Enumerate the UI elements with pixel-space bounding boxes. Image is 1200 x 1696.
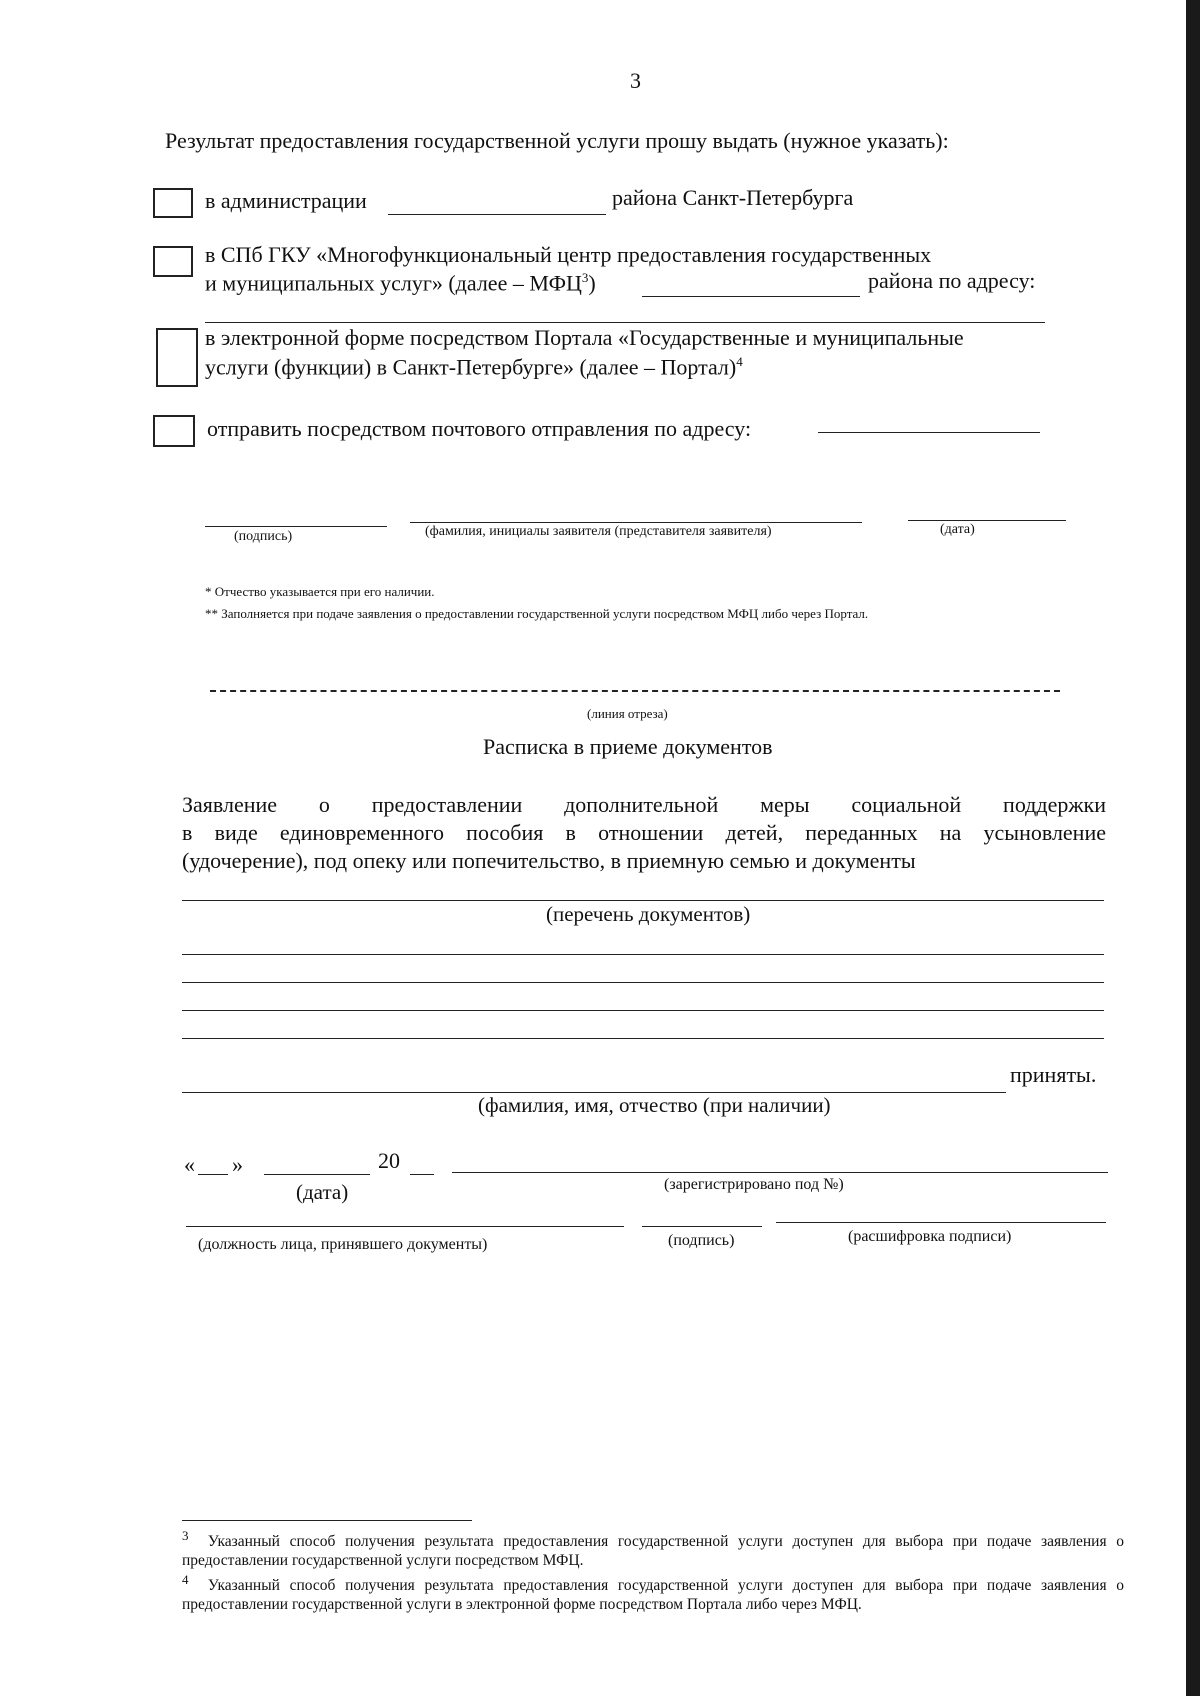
- receipt-paragraph-line2: в виде единовременного пособия в отношении детей, переданных на усыновление: [182, 820, 1106, 845]
- option-mfc-checkbox[interactable]: [153, 246, 193, 277]
- mfc-district-input[interactable]: [642, 274, 860, 297]
- applicant-name-field[interactable]: [410, 500, 862, 523]
- receipt-month-field[interactable]: [264, 1152, 370, 1175]
- documents-list-line-5[interactable]: [182, 1016, 1104, 1039]
- applicant-date-caption: (дата): [940, 522, 975, 537]
- option-mfc-line1: в СПб ГКУ «Многофункциональный центр предоставления государственных: [205, 242, 932, 267]
- district-input[interactable]: [388, 192, 606, 215]
- page-number: 3: [630, 68, 641, 93]
- registration-number-field[interactable]: [452, 1150, 1108, 1173]
- documents-list-line-3[interactable]: [182, 960, 1104, 983]
- applicant-fio-field[interactable]: [182, 1070, 1006, 1093]
- footnote-ref-4[interactable]: 4: [736, 354, 743, 369]
- option-administration-checkbox[interactable]: [153, 188, 193, 218]
- option-mfc-line2-text: и муниципальных услуг» (далее – МФЦ: [205, 270, 582, 296]
- officer-signature-field[interactable]: [642, 1204, 762, 1227]
- footnote-separator: [182, 1520, 472, 1521]
- receipt-year-field[interactable]: [410, 1152, 434, 1175]
- option-post-label: отправить посредством почтового отправления по адресу:: [207, 416, 752, 441]
- receipt-paragraph-line3: (удочерение), под опеку или попечительство, в приемную семью и документы: [182, 848, 916, 873]
- result-heading: Результат предоставления государственной услуги прошу выдать (нужное указать):: [165, 128, 949, 153]
- officer-name-field[interactable]: [776, 1200, 1106, 1223]
- footnote-3-text: Указанный способ получения результата предоставления государственной услуги доступен для выбора при подаче заявления о предоставлении государственной услуги посредством МФЦ.: [182, 1533, 1125, 1570]
- option-portal-checkbox[interactable]: [156, 328, 198, 387]
- note-mfc-portal: ** Заполняется при подаче заявления о предоставлении государственной услуги посредством МФЦ либо через Портал.: [205, 606, 869, 621]
- option-administration-label: в администрации: [205, 188, 367, 213]
- receipt-date-caption: (дата): [296, 1180, 349, 1204]
- option-portal-line2-text: услуги (функции) в Санкт-Петербурге» (далее – Портал): [205, 354, 737, 380]
- applicant-name-caption: (фамилия, инициалы заявителя (представителя заявителя): [425, 524, 772, 539]
- receipt-title: Расписка в приеме документов: [483, 734, 773, 759]
- footnote-4: [182, 1570, 1124, 1614]
- mfc-address-input[interactable]: [205, 300, 1045, 323]
- documents-list-line-4[interactable]: [182, 988, 1104, 1011]
- footnote-3-mark: 3: [182, 1528, 189, 1543]
- applicant-signature-caption: (подпись): [234, 529, 293, 544]
- cut-line: [210, 690, 1060, 692]
- officer-position-caption: (должность лица, принявшего документы): [198, 1236, 488, 1253]
- scan-edge: [1186, 0, 1200, 1696]
- documents-list-line-2[interactable]: [182, 932, 1104, 955]
- receipt-date-close-quote: »: [232, 1152, 243, 1177]
- applicant-date-field[interactable]: [908, 498, 1066, 521]
- footnote-4-mark: 4: [182, 1572, 189, 1587]
- officer-name-caption: (расшифровка подписи): [848, 1228, 1012, 1245]
- option-portal-line2: [205, 354, 743, 380]
- officer-position-field[interactable]: [186, 1204, 624, 1227]
- registration-number-caption: (зарегистрировано под №): [664, 1176, 844, 1193]
- option-administration-suffix: района Санкт-Петербурга: [612, 185, 854, 210]
- note-patronymic: * Отчество указывается при его наличии.: [205, 584, 435, 599]
- option-post-checkbox[interactable]: [153, 415, 195, 447]
- receipt-year-prefix: 20: [378, 1148, 400, 1173]
- applicant-signature-field[interactable]: [205, 504, 387, 527]
- accepted-label: приняты.: [1010, 1062, 1097, 1087]
- receipt-day-field[interactable]: [198, 1152, 228, 1175]
- applicant-fio-caption: (фамилия, имя, отчество (при наличии): [478, 1093, 831, 1117]
- receipt-paragraph-line1: Заявление о предоставлении дополнительной меры социальной поддержки: [182, 792, 1106, 817]
- post-address-input[interactable]: [818, 410, 1040, 433]
- option-portal-line1: в электронной форме посредством Портала «Государственные и муниципальные: [205, 325, 964, 350]
- footnote-4-text: Указанный способ получения результата предоставления государственной услуги доступен для выбора при подаче заявления о предоставлении государственной услуги в электронной форме посредством Портала либо через МФЦ.: [182, 1577, 1125, 1614]
- officer-signature-caption: (подпись): [668, 1232, 735, 1249]
- option-mfc-suffix: района по адресу:: [868, 268, 1036, 293]
- option-mfc-line2: [205, 270, 596, 296]
- receipt-date-open-quote: «: [184, 1152, 195, 1177]
- documents-list-line-1[interactable]: [182, 878, 1104, 901]
- cut-line-caption: (линия отреза): [587, 706, 668, 721]
- footnote-ref-3[interactable]: 3: [581, 270, 589, 285]
- documents-list-caption: (перечень документов): [546, 902, 751, 926]
- option-mfc-line2-close: ): [588, 270, 596, 296]
- footnote-3: [182, 1526, 1124, 1570]
